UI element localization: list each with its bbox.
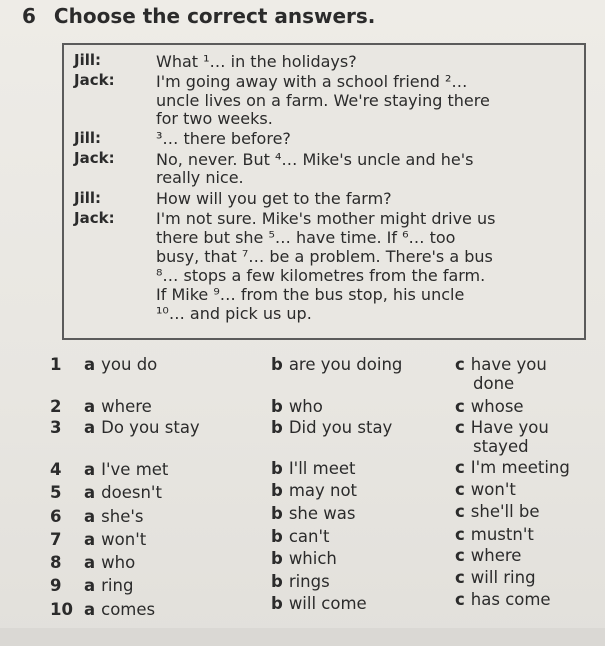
option-a[interactable]: you do (101, 355, 158, 374)
dialogue-line: ³… there before? (156, 129, 291, 148)
option-c[interactable]: Have you (470, 418, 549, 437)
exercise-title: Choose the correct answers. (53, 4, 376, 28)
option-c[interactable]: have you (470, 355, 547, 374)
option-row-6: 6 a she's (50, 507, 144, 526)
option-a[interactable]: won't (101, 530, 147, 549)
dialogue-line: What ¹… in the holidays? (156, 52, 357, 71)
dialogue-line: uncle lives on a farm. We're staying there (156, 91, 490, 110)
option-c[interactable]: will ring (470, 568, 536, 587)
dialogue-line: really nice. (156, 168, 244, 187)
option-b[interactable]: which (288, 549, 337, 568)
option-row-8: 8 a who (50, 553, 136, 572)
option-a[interactable]: she's (101, 507, 144, 526)
speaker-jill: Jill: (74, 189, 102, 207)
option-b[interactable]: will come (288, 594, 367, 613)
option-b[interactable]: rings (288, 572, 330, 591)
option-b[interactable]: who (288, 397, 323, 416)
textbook-page: 6 Choose the correct answers. Jill: What ¹… in the holidays? Jack: I'm going away with a school friend ²… uncle lives on a farm. We're staying there for two weeks. Jill: ³… there before? Jack: No, never. But ⁴… Mike's uncle and he's really nice. Jill: How will you get to the farm? Jack: I'm not sure. Mike's mother might drive us there but she ⁵… have time. If ⁶… too busy, that ⁷… be a problem. There's a bus ⁸… stops a few kilometres from the farm. If Mike ⁹… from the bus stop, his uncle ¹⁰… and pick us up. 1 a you do b are you doing c have you done 2 a where b who c whose 3 a Do you stay b Did you stay c Have you stayed 4 a I've met b I'll meet c I'm meeting 5 a doesn't b may not c won't 6 a she's b she was c she'll be 7 a won't b can't c mustn't 8 a who b which c where 9 a ring b rings c will ring 10 a comes b will come c has come (0, 0, 605, 646)
dialogue-line: there but she ⁵… have time. If ⁶… too (156, 228, 456, 247)
speaker-jack: Jack: (74, 209, 115, 227)
dialogue-line: I'm going away with a school friend ²… (156, 72, 468, 91)
dialogue-line: How will you get to the farm? (156, 189, 392, 208)
speaker-jill: Jill: (74, 129, 102, 147)
speaker-jill: Jill: (74, 51, 102, 69)
option-b[interactable]: Did you stay (288, 418, 393, 437)
page-bottom-edge (0, 628, 605, 646)
option-b[interactable]: can't (288, 527, 330, 546)
dialogue-line: for two weeks. (156, 109, 273, 128)
dialogue-box (62, 43, 586, 340)
option-row-2: 2 a where (50, 397, 152, 416)
speaker-jack: Jack: (74, 71, 115, 89)
option-c-cont[interactable]: done (473, 374, 515, 393)
dialogue-line: ¹⁰… and pick us up. (156, 304, 312, 323)
dialogue-line: I'm not sure. Mike's mother might drive us (156, 209, 496, 228)
dialogue-line: No, never. But ⁴… Mike's uncle and he's (156, 150, 474, 169)
option-b[interactable]: she was (288, 504, 356, 523)
option-row-3: 3 a Do you stay (50, 418, 200, 437)
option-a[interactable]: doesn't (101, 483, 162, 502)
speaker-jack: Jack: (74, 149, 115, 167)
exercise-number: 6 (22, 4, 36, 28)
option-a[interactable]: comes (101, 600, 156, 619)
option-row-1: 1 a you do (50, 355, 158, 374)
option-row-10: 10 a comes (50, 600, 156, 619)
option-row-7: 7 a won't (50, 530, 147, 549)
option-c[interactable]: whose (470, 397, 524, 416)
dialogue-line: If Mike ⁹… from the bus stop, his uncle (156, 285, 465, 304)
option-b[interactable]: may not (288, 481, 358, 500)
option-a[interactable]: who (101, 553, 136, 572)
option-c[interactable]: I'm meeting (470, 458, 570, 477)
option-b[interactable]: are you doing (288, 355, 403, 374)
option-c[interactable]: mustn't (470, 525, 534, 544)
dialogue-line: busy, that ⁷… be a problem. There's a bus (156, 247, 493, 266)
option-row-5: 5 a doesn't (50, 483, 162, 502)
option-c[interactable]: where (470, 546, 522, 565)
dialogue-line: ⁸… stops a few kilometres from the farm. (156, 266, 486, 285)
option-c[interactable]: she'll be (470, 502, 540, 521)
option-c[interactable]: has come (470, 590, 551, 609)
option-a[interactable]: ring (101, 576, 134, 595)
exercise-heading (22, 4, 375, 28)
option-a[interactable]: where (101, 397, 152, 416)
option-a[interactable]: I've met (101, 460, 169, 479)
option-row-9: 9 a ring (50, 576, 134, 595)
option-b[interactable]: I'll meet (288, 459, 356, 478)
option-c-cont[interactable]: stayed (473, 437, 529, 456)
option-a[interactable]: Do you stay (101, 418, 200, 437)
option-row-4: 4 a I've met (50, 460, 169, 479)
option-c[interactable]: won't (470, 480, 516, 499)
